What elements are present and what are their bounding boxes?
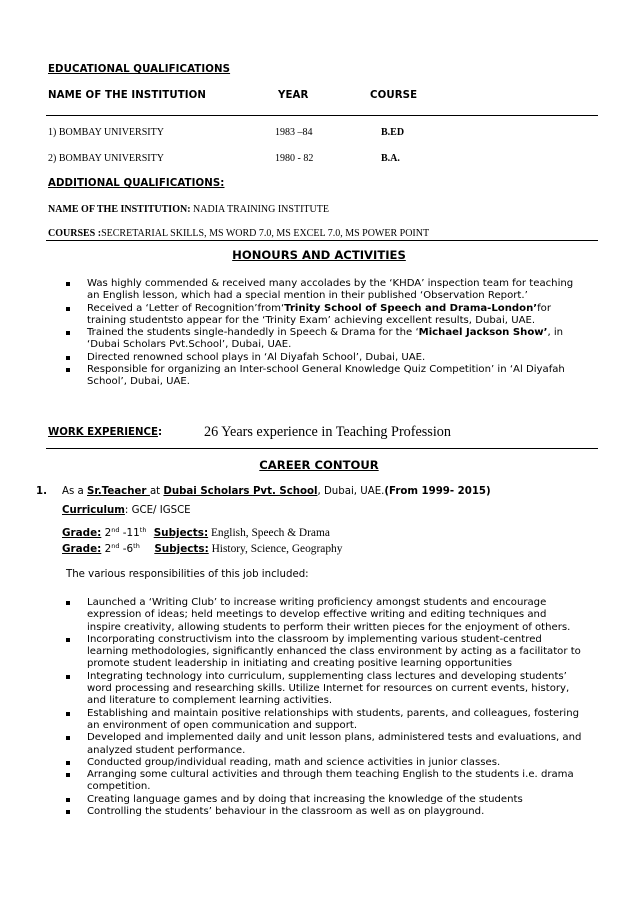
- list-item: Integrating technology into curriculum, supplementing class lectures and developing students’ word processing and researching skills. Utilize Internet for resources on current events, history, and literature to complement learning activities.: [66, 671, 582, 708]
- education-header-institution: NAME OF THE INSTITUTION: [48, 90, 207, 101]
- career-period: (From 1999- 2015): [384, 486, 491, 497]
- bullet-icon: [66, 282, 70, 286]
- honours-list: [66, 278, 578, 389]
- education-title: EDUCATIONAL QUALIFICATIONS: [48, 64, 231, 75]
- education-row-course: B.A.: [381, 153, 400, 164]
- career-school: Dubai Scholars Pvt. School: [163, 486, 318, 497]
- list-item: Arranging some cultural activities and through them teaching English to the students i.e. drama competition.: [66, 769, 582, 794]
- bullet-icon: [66, 638, 70, 642]
- list-item: Conducted group/individual reading, math and science activities in junior classes.: [66, 757, 582, 769]
- additional-institution-line: [48, 204, 329, 215]
- education-header-course: COURSE: [370, 90, 418, 101]
- bullet-icon: [66, 368, 70, 372]
- career-intro: The various responsibilities of this job included:: [66, 569, 309, 580]
- bullet-icon: [66, 761, 70, 765]
- list-item: Was highly commended & received many accolades by the ‘KHDA’ inspection team for teaching an English lesson, which had a special mention in their published ‘Observation Report.’: [66, 278, 578, 303]
- education-divider: [46, 115, 598, 116]
- list-item: Establishing and maintain positive relationships with students, parents, and colleagues, fostering an environment of open communication and support.: [66, 708, 582, 733]
- work-experience-label: WORK EXPERIENCE:: [48, 427, 163, 438]
- additional-courses-value: SECRETARIAL SKILLS, MS WORD 7.0, MS EXCEL 7.0, MS POWER POINT: [101, 228, 430, 239]
- list-item: Launched a ‘Writing Club’ to increase writing proficiency amongst students and encourage expression of ideas; held meetings to develop effective writing and editing techniques and inspire creativity, allowing students to perform their written pieces for the enjoyment of others.: [66, 597, 582, 634]
- bullet-icon: [66, 356, 70, 360]
- list-item: Responsible for organizing an Inter-school General Knowledge Quiz Competition’ in ‘Al Diyafah School’, Dubai, UAE.: [66, 364, 578, 389]
- bullet-icon: [66, 331, 70, 335]
- education-row-year: 1980 - 82: [275, 153, 314, 164]
- additional-institution-label: NAME OF THE INSTITUTION:: [48, 204, 191, 215]
- additional-courses-line: [48, 228, 429, 239]
- work-experience-value: 26 Years experience in Teaching Profession: [204, 424, 451, 440]
- career-title: CAREER CONTOUR: [259, 458, 379, 472]
- bullet-icon: [66, 712, 70, 716]
- career-grade-line: Grade: 2nd -6th Subjects: History, Science, Geography: [62, 542, 343, 555]
- bullet-icon: [66, 810, 70, 814]
- list-item: Controlling the students’ behaviour in the classroom as well as on playground.: [66, 806, 582, 818]
- education-row-year: 1983 –84: [275, 127, 313, 138]
- list-item: Trained the students single-handedly in Speech & Drama for the ‘Michael Jackson Show’, in ‘Dubai Scholars Pvt.School’, Dubai, UAE.: [66, 327, 578, 352]
- education-row-institution: 2) BOMBAY UNIVERSITY: [48, 153, 164, 164]
- additional-institution-value: NADIA TRAINING INSTITUTE: [190, 204, 329, 215]
- career-number: 1.: [36, 486, 47, 497]
- career-grade-line: Grade: 2nd -11th Subjects: English, Speech & Drama: [62, 526, 330, 539]
- education-row-course: B.ED: [381, 127, 405, 138]
- list-item: Directed renowned school plays in ‘Al Diyafah School’, Dubai, UAE.: [66, 352, 578, 364]
- bullet-icon: [66, 773, 70, 777]
- bullet-icon: [66, 307, 70, 311]
- additional-title: ADDITIONAL QUALIFICATIONS:: [48, 178, 225, 189]
- education-row-institution: 1) BOMBAY UNIVERSITY: [48, 127, 164, 138]
- bullet-icon: [66, 675, 70, 679]
- career-curriculum-line: Curriculum: GCE/ IGSCE: [62, 505, 191, 516]
- bullet-icon: [66, 601, 70, 605]
- bullet-icon: [66, 736, 70, 740]
- list-item: Received a ‘Letter of Recognition’from‘Trinity School of Speech and Drama-London’for training studentsto appear for the ‘Trinity Exam’ achieving excellent results, Dubai, UAE.: [66, 303, 578, 328]
- list-item: Developed and implemented daily and unit lesson plans, administered tests and evaluations, and analyzed student performance.: [66, 732, 582, 757]
- honours-title: HONOURS AND ACTIVITIES: [232, 248, 406, 262]
- career-position-line: As a Sr.Teacher at Dubai Scholars Pvt. School, Dubai, UAE.(From 1999- 2015): [62, 486, 491, 497]
- bullet-icon: [66, 798, 70, 802]
- responsibilities-list: [66, 597, 582, 818]
- list-item: Incorporating constructivism into the classroom by implementing various student-centred learning methodologies, significantly enhanced the class environment by acting as a facilitator to promote student leadership in initiating and creating positive learning opportunities: [66, 634, 582, 671]
- additional-courses-label: COURSES :: [48, 228, 102, 239]
- career-role: Sr.Teacher: [87, 486, 150, 497]
- list-item: Creating language games and by doing that increasing the knowledge of the students: [66, 794, 582, 806]
- education-header-year: YEAR: [278, 90, 309, 101]
- additional-divider: [46, 240, 598, 241]
- work-divider: [46, 448, 598, 449]
